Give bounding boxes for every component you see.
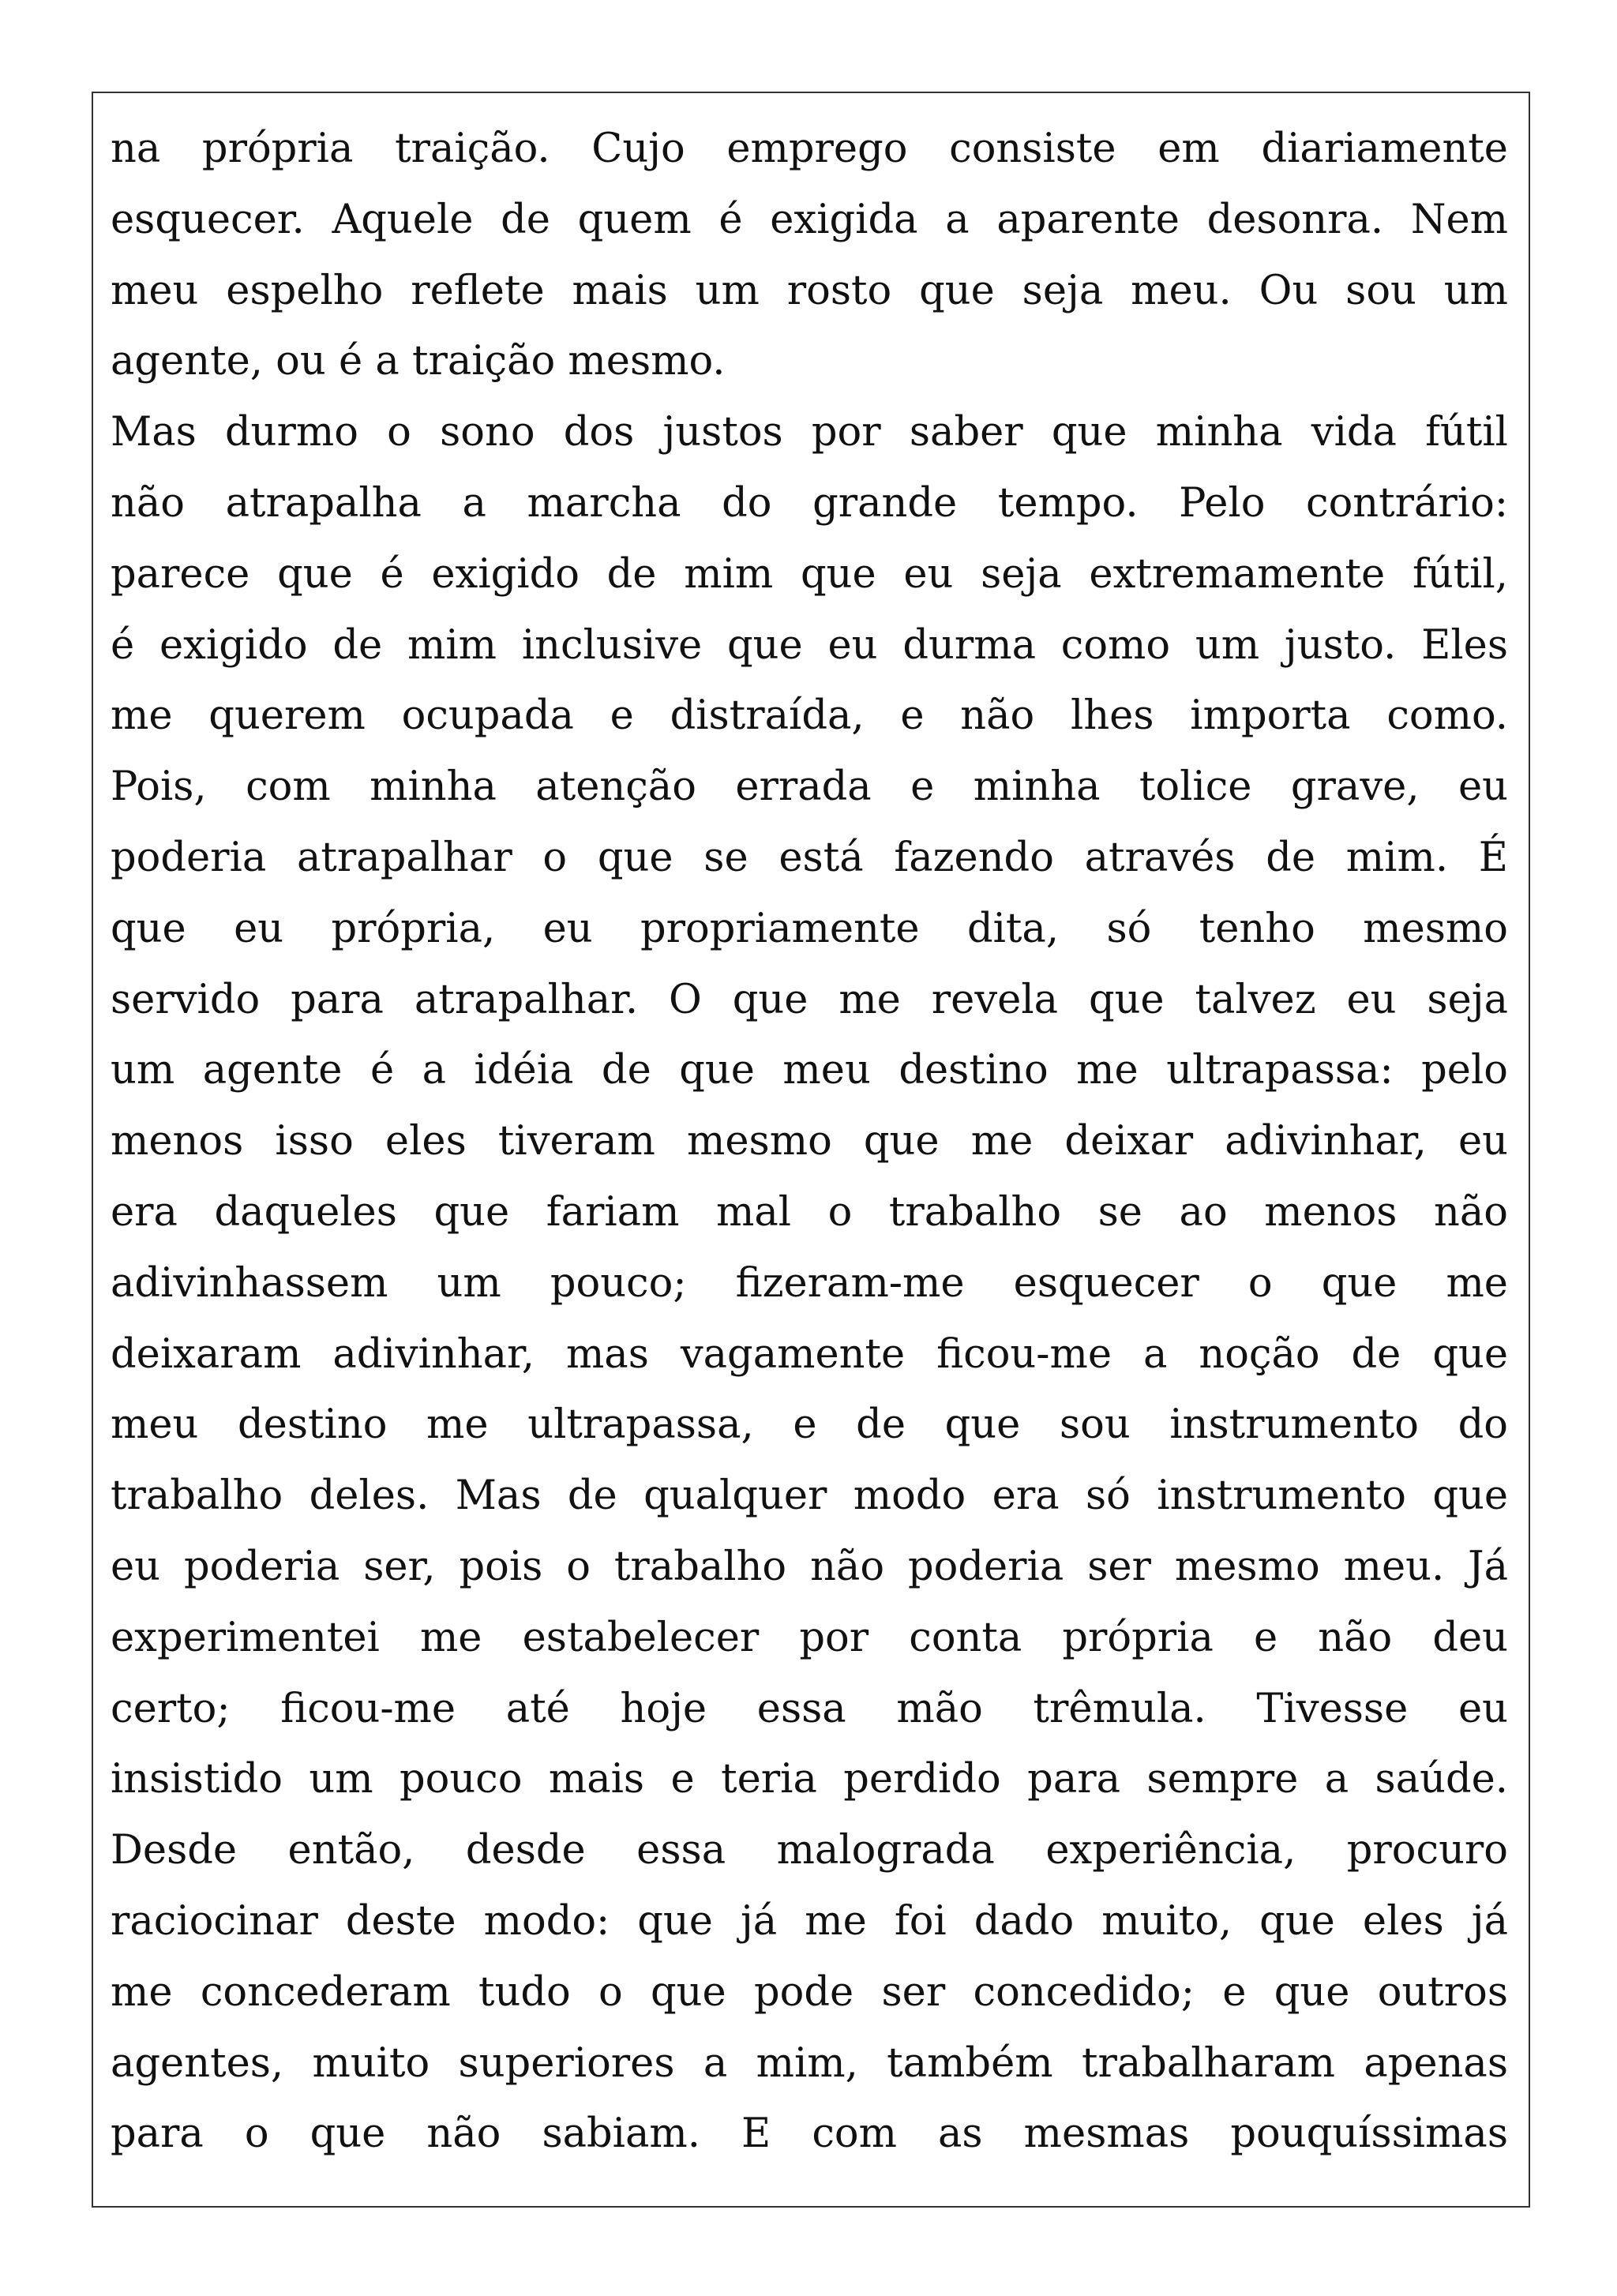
text-line: Mas durmo o sono dos justos por saber que minha vida fútil xyxy=(111,409,1508,456)
text-line: um agente é a idéia de que meu destino me ultrapassa: pelo xyxy=(111,1047,1508,1094)
text-line: era daqueles que fariam mal o trabalho se ao menos não xyxy=(111,1188,1508,1236)
text-line: meu espelho reflete mais um rosto que seja meu. Ou sou um xyxy=(111,267,1508,314)
text-line: agente, ou é a traição mesmo. xyxy=(111,338,726,385)
text-line: esquecer. Aquele de quem é exigida a aparente desonra. Nem xyxy=(111,196,1508,243)
text-line: me querem ocupada e distraída, e não lhes importa como. xyxy=(111,692,1508,740)
text-line: deixaram adivinhar, mas vagamente ficou-me a noção de que xyxy=(111,1330,1508,1378)
text-line: adivinhassem um pouco; fizeram-me esquecer o que me xyxy=(111,1259,1508,1307)
text-line: que eu própria, eu propriamente dita, só tenho mesmo xyxy=(111,905,1508,952)
text-line: para o que não sabiam. E com as mesmas pouquíssimas xyxy=(111,2110,1508,2158)
text-line: servido para atrapalhar. O que me revela que talvez eu seja xyxy=(111,976,1508,1023)
text-line: não atrapalha a marcha do grande tempo. Pelo contrário: xyxy=(111,479,1508,527)
text-line: trabalho deles. Mas de qualquer modo era só instrumento que xyxy=(111,1473,1508,1520)
text-line: insistido um pouco mais e teria perdido para sempre a saúde. xyxy=(111,1756,1508,1803)
text-line: meu destino me ultrapassa, e de que sou instrumento do xyxy=(111,1401,1508,1449)
text-line: Desde então, desde essa malograda experiência, procuro xyxy=(111,1827,1508,1874)
text-line: experimentei me estabelecer por conta própria e não deu xyxy=(111,1614,1508,1661)
text-line: menos isso eles tiveram mesmo que me deixar adivinhar, eu xyxy=(111,1118,1508,1165)
text-line: raciocinar deste modo: que já me foi dado muito, que eles já xyxy=(111,1897,1508,1945)
text-line: me concederam tudo o que pode ser concedido; e que outros xyxy=(111,1968,1508,2016)
text-line: Pois, com minha atenção errada e minha tolice grave, eu xyxy=(111,763,1508,811)
text-line: certo; ficou-me até hoje essa mão trêmula. Tivesse eu xyxy=(111,1685,1508,1732)
text-line: eu poderia ser, pois o trabalho não poderia ser mesmo meu. Já xyxy=(111,1543,1508,1590)
text-line: é exigido de mim inclusive que eu durma como um justo. Eles xyxy=(111,621,1508,669)
document-body xyxy=(111,114,1508,2170)
text-line: na própria traição. Cujo emprego consiste em diariamente xyxy=(111,126,1508,172)
text-line: parece que é exigido de mim que eu seja extremamente fútil, xyxy=(111,550,1508,598)
text-line: poderia atrapalhar o que se está fazendo através de mim. É xyxy=(111,834,1508,881)
text-line: agentes, muito superiores a mim, também trabalharam apenas xyxy=(111,2039,1508,2087)
